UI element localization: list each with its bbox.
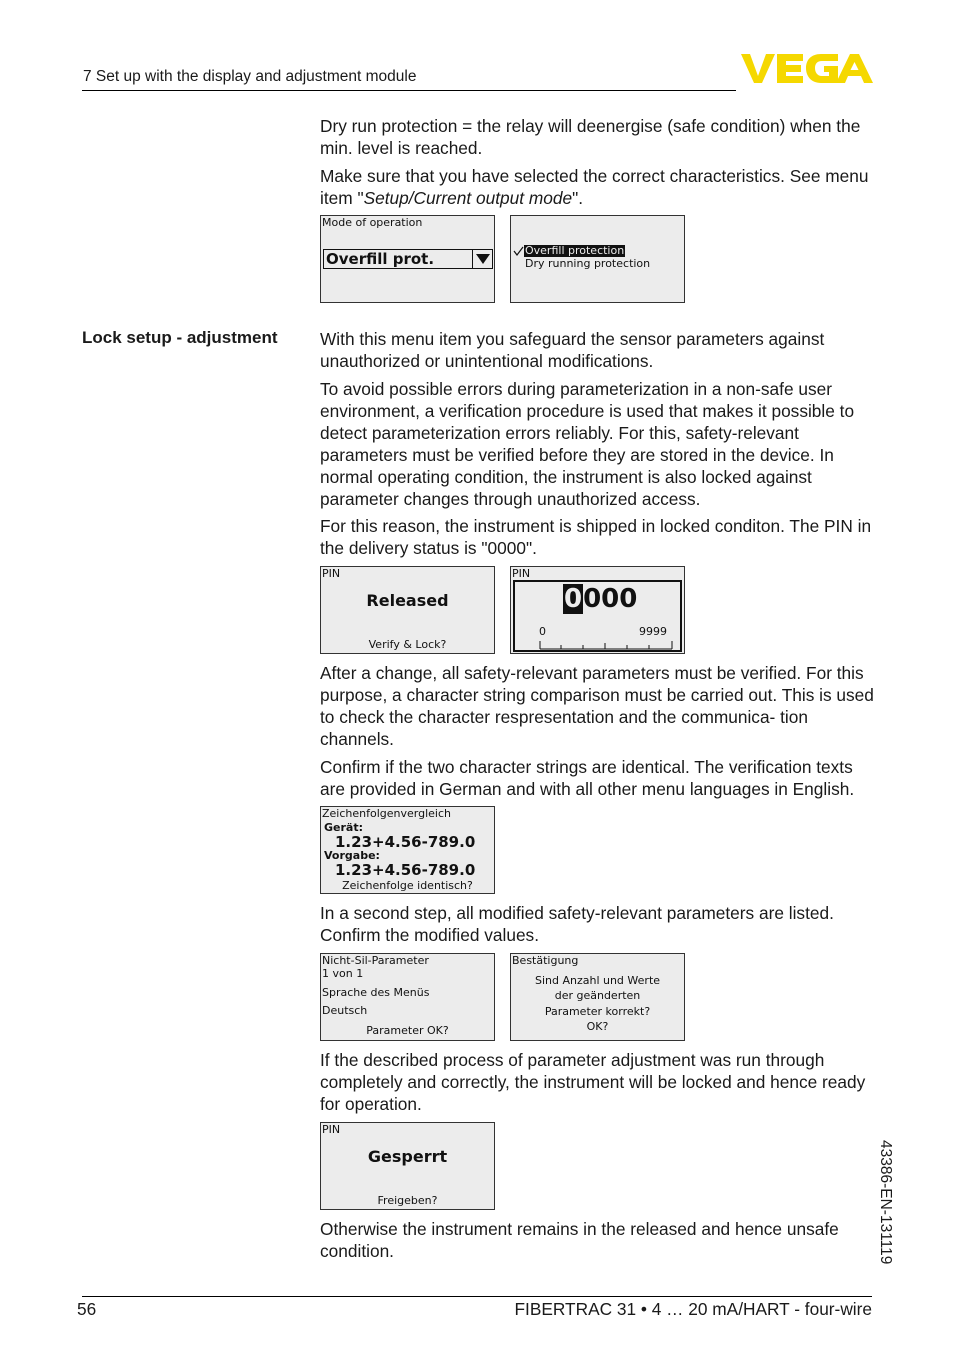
lock-paragraph-6: In a second step, all modified safety-relevant parameters are listed. Confirm the modified values. <box>320 903 834 945</box>
intro-paragraph-2: Make sure that you have selected the correct characteristics. See menu item "Setup/Current output mode". <box>320 166 869 208</box>
pin-entry-frame <box>513 580 682 652</box>
mode-select[interactable] <box>323 249 493 269</box>
device-label: Gerät: <box>324 821 363 834</box>
option-dry-running-protection[interactable]: Dry running protection <box>525 257 651 270</box>
display-confirmation <box>510 953 685 1041</box>
section-header: 7 Set up with the display and adjustment module <box>83 68 417 85</box>
intro-paragraph-1: Dry run protection = the relay will deenergise (safe condition) when the min. level is reached. <box>320 116 861 158</box>
footer-divider <box>82 1296 872 1297</box>
mode-select-value: Overfill prot. <box>326 250 435 268</box>
display-mode-of-operation <box>320 215 495 303</box>
verify-lock-prompt[interactable]: Verify & Lock? <box>368 638 447 651</box>
confirmation-line-1: Sind Anzahl und Werte <box>534 974 661 987</box>
parameter-name: Sprache des Menüs <box>322 986 430 999</box>
display-non-sil-parameter <box>320 953 495 1041</box>
display-pin-locked <box>320 1122 495 1210</box>
display-string-comparison <box>320 806 495 894</box>
header-divider <box>82 90 736 91</box>
parameter-count: 1 von 1 <box>322 967 364 980</box>
parameter-value: Deutsch <box>322 1004 368 1017</box>
display-mode-list <box>510 215 685 303</box>
pin-status: Gesperrt <box>367 1147 448 1166</box>
confirmation-line-2: der geänderten <box>554 989 641 1002</box>
pin-range-min: 0 <box>539 625 546 638</box>
confirmation-line-3: Parameter korrekt? <box>544 1005 651 1018</box>
identical-prompt[interactable]: Zeichenfolge identisch? <box>342 879 473 892</box>
option-overfill-protection[interactable]: Overfill protection <box>525 244 625 257</box>
release-prompt[interactable]: Freigeben? <box>377 1194 438 1207</box>
lock-paragraph-3: For this reason, the instrument is shipped in locked conditon. The PIN in the delivery status is "0000". <box>320 516 872 558</box>
lock-paragraph-8: Otherwise the instrument remains in the released and hence unsafe condition. <box>320 1219 839 1261</box>
pin-status: Released <box>366 591 449 610</box>
default-label: Vorgabe: <box>324 849 380 862</box>
display-title: Nicht-Sil-Parameter <box>322 954 429 967</box>
lock-paragraph-2: To avoid possible errors during parameterization in a non-safe user environment, a verification procedure is used that makes it possible to detect parameterization errors reliably. For this, safety-relevant parameters must be verified before they are stored in the device. In normal operating condition, the instrument is also locked against parameter changes through unauthorized access. <box>320 379 855 509</box>
dropdown-arrow-icon <box>476 253 490 265</box>
pin-remaining-digits: 000 <box>583 584 638 614</box>
display-title: PIN <box>322 567 341 580</box>
pin-range-max: 9999 <box>639 625 667 638</box>
lock-paragraph-4: After a change, all safety-relevant parameters must be verified. For this purpose, a character string comparison must be carried out. This is used to check the character respresentation and the communica- tion channels. <box>320 663 874 749</box>
page-number: 56 <box>77 1299 97 1319</box>
lock-paragraph-7: If the described process of parameter adjustment was run through completely and correctly, the instrument will be locked and hence ready for operation. <box>320 1050 866 1114</box>
lock-paragraph-1: With this menu item you safeguard the sensor parameters against unauthorized or unintentional modifications. <box>320 329 825 371</box>
display-pin-released <box>320 566 495 654</box>
lock-paragraph-5: Confirm if the two character strings are identical. The verification texts are provided in German and with all other menu languages in English. <box>320 757 855 799</box>
display-title: Mode of operation <box>322 216 423 229</box>
display-title: Zeichenfolgenvergleich <box>322 807 451 820</box>
footer-title: FIBERTRAC 31 • 4 … 20 mA/HART - four-wire <box>514 1299 872 1319</box>
document-id: 43386-EN-131119 <box>877 1140 894 1265</box>
device-string: 1.23+4.56-789.0 <box>335 833 476 851</box>
vega-logo <box>741 52 873 84</box>
pin-cursor-digit: 0 <box>564 584 583 614</box>
confirmation-ok-prompt[interactable]: OK? <box>586 1020 609 1033</box>
parameter-ok-prompt[interactable]: Parameter OK? <box>366 1024 449 1037</box>
display-title: PIN <box>512 567 531 580</box>
checkmark-icon <box>513 246 524 256</box>
pin-range-scale <box>539 638 673 650</box>
display-title: PIN <box>322 1123 341 1136</box>
section-label-lock-setup: Lock setup - adjustment <box>82 328 278 347</box>
display-title: Bestätigung <box>512 954 579 967</box>
pin-value[interactable] <box>563 584 637 614</box>
display-pin-entry <box>510 566 685 654</box>
default-string: 1.23+4.56-789.0 <box>335 861 476 879</box>
